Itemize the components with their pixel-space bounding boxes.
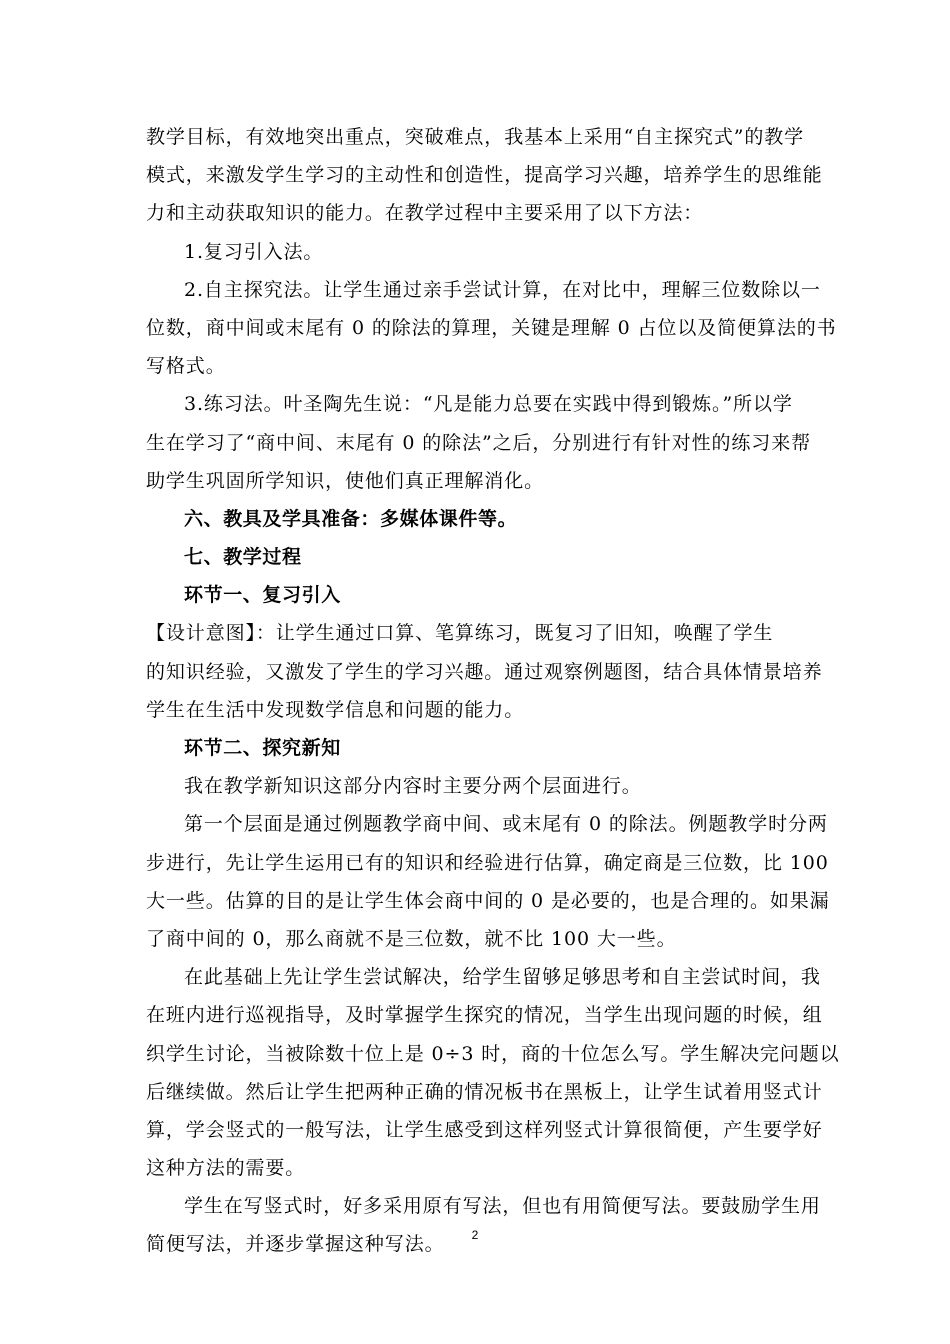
paragraph-line: 这种方法的需要。 bbox=[146, 1157, 306, 1180]
design-intent-line: 【设计意图】：让学生通过口算、笔算练习，既复习了旧知，唤醒了学生 bbox=[146, 622, 774, 645]
paragraph-line: 学生在生活中发现数学信息和问题的能力。 bbox=[146, 698, 525, 721]
paragraph-line: 助学生巩固所学知识，使他们真正理解消化。 bbox=[146, 469, 545, 492]
list-item-review-method: 1.复习引入法。 bbox=[184, 240, 324, 263]
paragraph-line: 第一个层面是通过例题教学商中间、或末尾有 0 的除法。例题教学时分两 bbox=[184, 813, 828, 836]
paragraph-line: 生在学习了“商中间、末尾有 0 的除法”之后，分别进行有针对性的练习来帮 bbox=[146, 431, 811, 454]
paragraph-line: 织学生讨论，当被除数十位上是 0÷3 时，商的十位怎么写。学生解决完问题以 bbox=[146, 1042, 840, 1065]
document-body bbox=[146, 118, 840, 1264]
subsection-heading-explore: 环节二、探究新知 bbox=[184, 737, 341, 759]
paragraph-line: 我在教学新知识这部分内容时主要分两个层面进行。 bbox=[184, 775, 642, 798]
paragraph-line: 力和主动获取知识的能力。在教学过程中主要采用了以下方法： bbox=[146, 202, 704, 225]
paragraph-line: 了商中间的 0，那么商就不是三位数，就不比 100 大一些。 bbox=[146, 927, 677, 950]
paragraph-line: 简便写法，并逐步掌握这种写法。 bbox=[146, 1233, 445, 1256]
page-number: 2 bbox=[471, 1228, 479, 1242]
list-item-explore-method: 2.自主探究法。让学生通过亲手尝试计算，在对比中，理解三位数除以一 bbox=[184, 278, 821, 301]
paragraph-line: 大一些。估算的目的是让学生体会商中间的 0 是必要的，也是合理的。如果漏 bbox=[146, 889, 830, 912]
paragraph-line: 的知识经验，又激发了学生的学习兴趣。通过观察例题图，结合具体情景培养 bbox=[146, 660, 823, 683]
paragraph-line: 后继续做。然后让学生把两种正确的情况板书在黑板上，让学生试着用竖式计 bbox=[146, 1080, 823, 1103]
paragraph-line: 在此基础上先让学生尝试解决，给学生留够足够思考和自主尝试时间，我 bbox=[184, 966, 821, 989]
subsection-heading-review: 环节一、复习引入 bbox=[184, 584, 341, 607]
paragraph-line: 位数，商中间或末尾有 0 的除法的算理，关键是理解 0 占位以及简便算法的书 bbox=[146, 316, 837, 339]
paragraph-line: 教学目标，有效地突出重点，突破难点，我基本上采用“自主探究式”的教学 bbox=[146, 126, 805, 148]
paragraph-line: 写格式。 bbox=[146, 355, 226, 378]
paragraph-line: 模式，来激发学生学习的主动性和创造性，提高学习兴趣，培养学生的思维能 bbox=[146, 164, 823, 187]
section-heading-teaching-aids: 六、教具及学具准备：多媒体课件等。 bbox=[184, 507, 518, 530]
paragraph-line: 步进行，先让学生运用已有的知识和经验进行估算，确定商是三位数，比 100 bbox=[146, 851, 829, 874]
paragraph-line: 在班内进行巡视指导，及时掌握学生探究的情况，当学生出现问题的时候，组 bbox=[146, 1004, 823, 1027]
section-heading-teaching-process: 七、教学过程 bbox=[184, 546, 302, 569]
paragraph-line: 学生在写竖式时，好多采用原有写法，但也有用简便写法。要鼓励学生用 bbox=[184, 1195, 821, 1218]
paragraph-line: 算，学会竖式的一般写法，让学生感受到这样列竖式计算很简便，产生要学好 bbox=[146, 1118, 823, 1141]
list-item-practice-method: 3.练习法。叶圣陶先生说：“凡是能力总要在实践中得到锻炼。”所以学 bbox=[184, 393, 793, 416]
